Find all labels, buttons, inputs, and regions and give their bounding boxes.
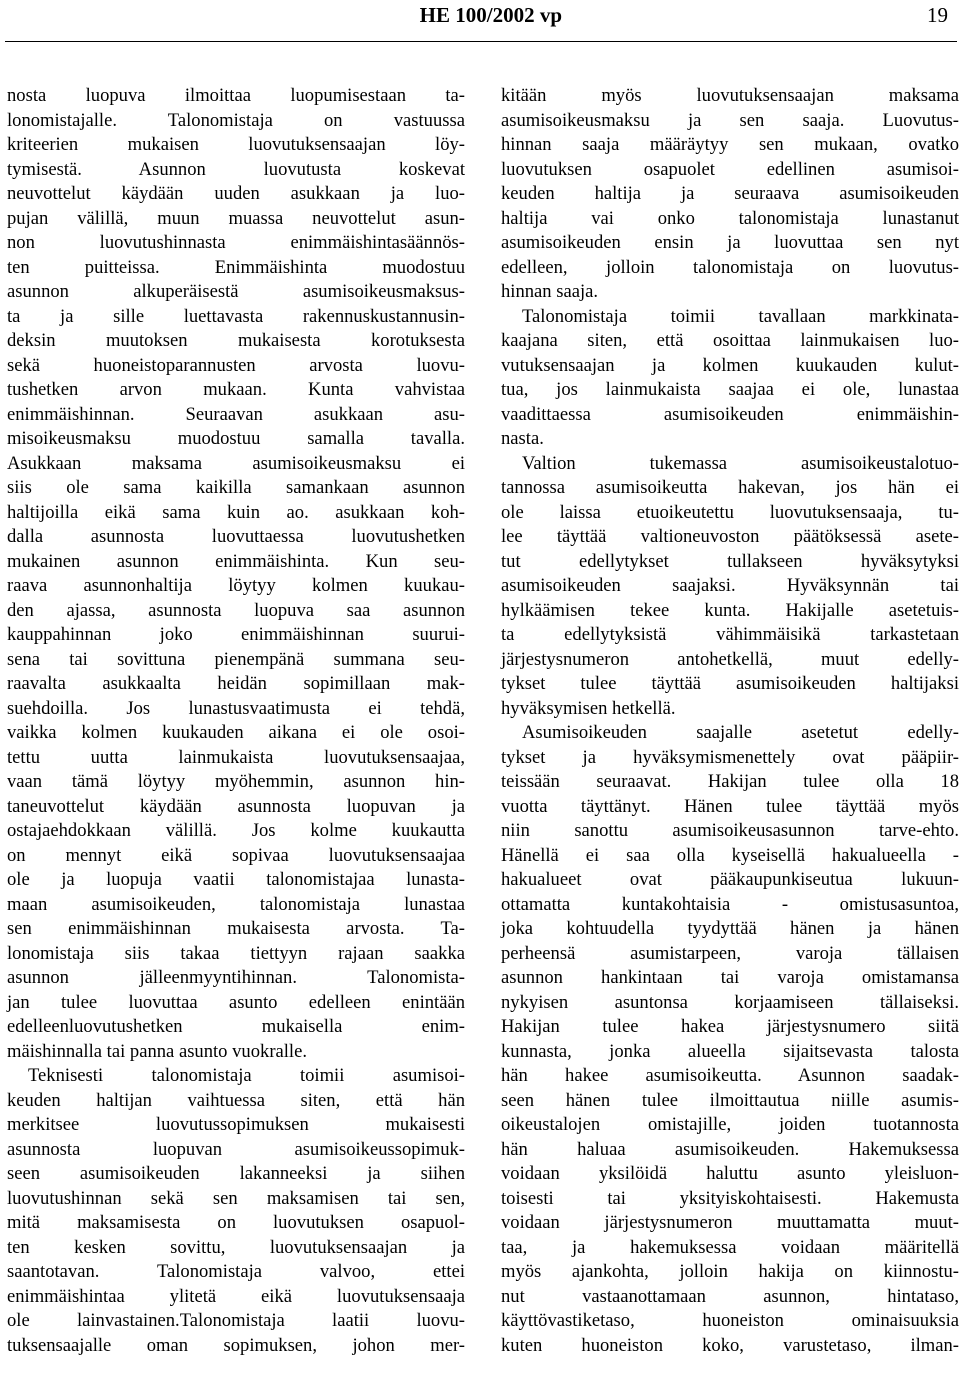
text-line: mäishinnalla tai panna asunto vuokralle. [7,1040,307,1062]
text-line: mukainen asunnon enimmäishinta. Kun seu- [7,550,465,572]
text-line: hinnan saaja määräytyy sen mukaan, ovatko [501,134,959,155]
text-line: nasta. [501,428,544,449]
text-line: ostajaehdokkaan välillä. Jos kolme kuukautta [7,820,465,841]
text-line: asumisoikeuden ensin ja luovuttaa sen nyt [501,232,959,253]
text-line: Teknisesti talonomistaja toimii asumisoi- [28,1065,465,1086]
text-line: sen enimmäishinnan mukaisesta arvosta. Ta- [7,918,465,939]
text-line: tymisestä. Asunnon luovutusta koskevat [7,158,465,180]
text-line: niin sanottu asumisoikeusasunnon tarve-ehto. [501,820,959,841]
text-line: vuotta täyttänyt. Hänen tulee täyttää myös [501,795,959,817]
text-line: lonomistaja siis takaa tiettyyn rajaan saakka [7,942,465,964]
text-line: perheensä asumistarpeen, varoja tällaisen [501,942,959,964]
text-line: vaikka kolmen kuukauden aikana ei ole osoi- [7,722,465,743]
text-line: ten puitteissa. Enimmäishinta muodostuu [7,256,465,278]
text-line: jan tulee luovuttaa asunto edelleen enintään [7,991,465,1013]
text-line: teissään seuraavat. Hakijan tulee olla 18 [501,771,959,792]
text-line: hinnan saaja. [501,281,599,302]
text-line: sekä huoneistoparannusten arvosta luovu- [7,354,465,376]
text-line: tuksensaajalle oman sopimuksen, johon mer- [7,1334,465,1356]
text-line: tettu uutta lainmukaista luovutuksensaajaa, [7,746,465,768]
text-line: Asukkaan maksama asumisoikeusmaksu ei [7,452,465,474]
text-line: ole ja luopuja vaatii talonomistajaa lunasta- [7,869,465,890]
page-number: 19 [927,3,948,27]
text-line: kaajana siten, että osoittaa lainmukaisen luo- [501,330,959,351]
text-line: seen asumisoikeuden lakanneeksi ja siihen [7,1163,465,1184]
text-line: järjestysnumeron antohetkellä, muut edelly- [501,648,959,670]
text-line: asunnon jälleenmyyntihinnan. Talonomista- [7,967,465,988]
text-line: voidaan yksilöidä haluttu asunto yleisluon- [501,1163,959,1184]
text-line: keuden haltija ja seuraava asumisoikeuden [501,183,959,204]
text-line: asunnon alkuperäisestä asumisoikeusmaksus- [7,281,465,302]
text-line: lonomistajalle. Talonomistaja on vastuussa [7,109,465,131]
text-line: ta ja sille luettavasta rakennuskustannusin- [7,305,465,327]
text-line: hakualueet ovat pääkaupunkiseutua lukuun- [501,869,959,890]
text-line: edelleen, jolloin talonomistaja on luovutus- [501,256,959,278]
text-line: taneuvottelut käydään asunnosta luopuvan ja [7,795,465,817]
text-line: lee täyttää valtioneuvoston päätöksessä asete- [501,526,959,547]
text-line: raava asunnonhaltija löytyy kolmen kuukau- [7,575,465,596]
text-line: neuvottelut käydään uuden asukkaan ja luo- [7,183,465,204]
text-line: myös ajankohta, jolloin hakija on kiinnostu- [501,1261,959,1282]
text-line: non luovutushinnasta enimmäishintasäännös- [7,232,465,253]
text-line: suehdoilla. Jos lunastusvaatimusta ei tehdä, [7,697,465,719]
text-line: Hakijan tulee hakea järjestysnumero siitä [501,1016,959,1037]
text-line: on mennyt eikä sopivaa luovutuksensaajaa [7,844,465,866]
text-line: tykset tulee täyttää asumisoikeuden haltijaksi [501,673,959,694]
text-line: mitä maksamisesta on luovutuksen osapuol- [7,1212,465,1233]
text-line: tua, jos lainmukaista saajaa ei ole, lunastaa [501,379,959,400]
text-line: voidaan järjestysnumeron muuttamatta muut- [501,1212,959,1233]
text-line: pujan välillä, muun muassa neuvottelut asun- [7,207,465,229]
left-column [7,84,465,1358]
text-line: asunnosta luopuvan asumisoikeussopimuk- [7,1138,465,1160]
text-line: käyttövastiketaso, huoneiston ominaisuuksia [501,1310,959,1331]
text-line: luovutuksen osapuolet edellinen asumisoi- [501,158,959,180]
text-line: hän hakee asumisoikeutta. Asunnon saadak- [501,1065,959,1086]
text-line: taa, ja hakemuksessa voidaan määritellä [501,1236,959,1258]
text-line: tykset ja hyväksymismenettely ovat pääpiir- [501,746,959,768]
text-line: ten kesken sovittu, luovutuksensaajan ja [7,1236,465,1258]
text-line: vaan tämä löytyy myöhemmin, asunnon hin- [7,771,465,792]
text-line: kitään myös luovutuksensaajan maksama [501,85,959,106]
text-line: kauppahinnan joko enimmäishinnan suurui- [7,624,465,645]
text-line: vutuksensaajan ja kolmen kuukauden kulut- [501,354,959,376]
text-line: sena tai sovittuna pienempänä summana seu- [7,648,465,670]
text-line: seen hänen tulee ilmoittautua niille asumis- [501,1089,959,1111]
text-line: maan asumisoikeuden, talonomistaja lunastaa [7,893,465,915]
right-column [501,84,959,1358]
text-line: saantotavan. Talonomistaja valvoo, ettei [7,1261,465,1282]
text-line: Hänellä ei saa olla kyseisellä hakualueella - [501,844,959,866]
document-id: HE 100/2002 vp [419,3,562,27]
text-line: kriteerien mukaisen luovutuksensaajan löy- [7,134,465,155]
text-line: luovutushinnan sekä sen maksamisen tai sen, [7,1187,465,1209]
text-line: oikeustalojen omistajille, joiden tuotannosta [501,1114,959,1135]
text-line: ottamatta kuntakohtaisia - omistusasuntoa, [501,893,959,915]
text-line: keuden haltijan vaihtuessa siten, että hän [7,1089,465,1111]
text-line: joka kohtuudella tyydyttää hänen ja hänen [501,918,959,939]
text-line: dalla asunnosta luovuttaessa luovutushetken [7,526,465,547]
text-line: siis ole sama kaikilla samankaan asunnon [7,477,465,498]
text-line: asumisoikeusmaksu ja sen saaja. Luovutus- [501,109,959,131]
text-line: enimmäishinnan. Seuraavan asukkaan asu- [7,403,465,425]
text-line: enimmäishintaa ylitetä eikä luovutuksensaaja [7,1285,465,1307]
text-line: raavalta asukkaalta heidän sopimillaan mak- [7,673,465,694]
text-line: toisesti tai yksityiskohtaisesti. Hakemusta [501,1187,959,1209]
text-line: ole laissa etuoikeutettu luovutuksensaaja, tu- [501,501,959,523]
text-line: asunnon hankintaan tai varoja omistamansa [501,967,959,988]
text-line: kunnasta, jonka alueella sijaitsevasta talosta [501,1040,959,1062]
text-line: ole lainvastainen.Talonomistaja laatii luovu- [7,1310,465,1331]
text-line: Valtion tukemassa asumisoikeustalotuo- [522,452,959,474]
text-line: tannossa asumisoikeutta hakevan, jos hän ei [501,477,959,498]
text-line: merkitsee luovutussopimuksen mukaisesti [7,1114,465,1135]
text-line: den ajassa, asunnosta luopuva saa asunnon [7,599,465,621]
text-line: nosta luopuva ilmoittaa luopumisestaan ta- [7,85,465,106]
text-line: deksin muutoksen mukaisesta korotuksesta [7,330,465,351]
text-line: misoikeusmaksu muodostuu samalla tavalla. [7,428,465,449]
text-line: haltijoilla eikä sama kuin ao. asukkaan koh- [7,501,465,523]
text-line: hän haluaa asumisoikeuden. Hakemuksessa [501,1138,959,1160]
text-line: kuten huoneiston koko, varustetaso, ilman- [501,1334,959,1356]
text-line: edelleenluovutushetken mukaisella enim- [7,1016,465,1037]
text-line: haltija vai onko talonomistaja lunastanut [501,207,959,229]
text-line: nut vastaanottamaan asunnon, hintataso, [501,1285,959,1307]
text-line: hylkäämisen tekee kunta. Hakijalle asetetuis- [501,599,959,621]
text-line: tushetken arvon mukaan. Kunta vahvistaa [7,379,465,400]
header-rule [5,41,957,42]
page-header [8,4,952,26]
text-line: vaadittaessa asumisoikeuden enimmäishin- [501,403,959,425]
text-line: Talonomistaja toimii tavallaan markkinata- [522,305,959,327]
text-line: asumisoikeuden saajaksi. Hyväksynnän tai [501,575,959,596]
text-line: Asumisoikeuden saajalle asetetut edelly- [522,722,959,743]
text-line: hyväksymisen hetkellä. [501,697,676,719]
text-line: ta edellytyksistä vähimmäisikä tarkastetaan [501,624,959,645]
text-line: tut edellytykset tullakseen hyväksytyksi [501,550,959,572]
text-line: nykyisen asuntonsa korjaamiseen tällaiseksi. [501,991,959,1013]
